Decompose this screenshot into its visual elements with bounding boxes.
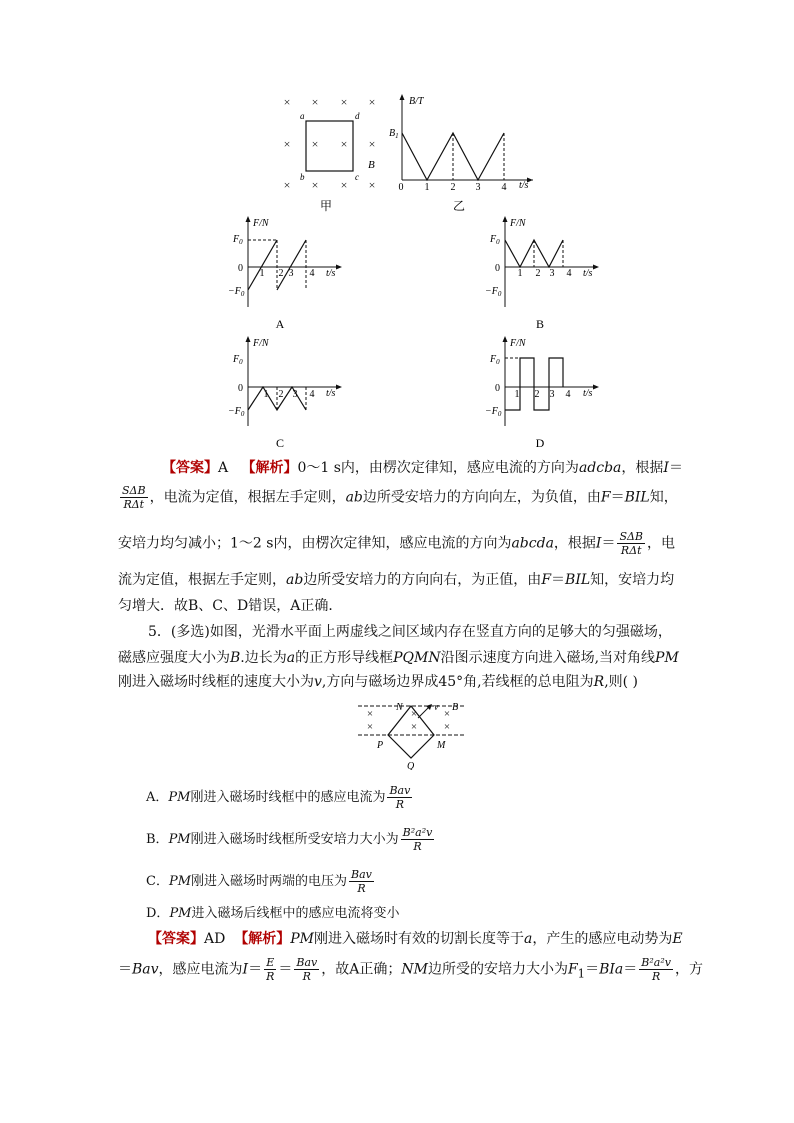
graph-B-tick-3: 3 bbox=[549, 268, 555, 279]
graph-D-zero: 0 bbox=[495, 383, 500, 394]
graph-A bbox=[228, 212, 348, 332]
graph-B bbox=[485, 212, 605, 332]
graph-B-tick-1: 1 bbox=[517, 268, 523, 279]
label-a: a bbox=[300, 111, 305, 121]
yi-tick-1: 1 bbox=[424, 182, 430, 193]
graph-A-tick-3: 3 bbox=[288, 268, 294, 279]
answer4-fraction-1: $\frac{\text{SΔB}}{\text{RΔt}}$ bbox=[122, 484, 146, 511]
graph-C bbox=[228, 330, 348, 452]
answer4-line3: 安培力均匀减小；1～2 s内，由楞次定律知，感应电流的方向为abcda，根据I＝ $\frac{\text{SΔB}}{\text{RΔt}}$ ，电 bbox=[118, 530, 676, 557]
graph-B-caption: B bbox=[535, 317, 545, 331]
q5-line3: 刚进入磁场时线框的速度大小为v,方向与磁场边界成45°角,若线框的总电阻为R,则( ) bbox=[118, 674, 639, 690]
answer4-line1: 【答案】A 【解析】0～1 s内，由楞次定律知，感应电流的方向为adcba，根据I＝ bbox=[162, 460, 683, 476]
answer4-value: A bbox=[218, 460, 229, 476]
svg-text:×: × bbox=[366, 721, 374, 733]
graph-D-y-label: F/N bbox=[510, 338, 526, 349]
graph-B-F0: $F_0$ bbox=[490, 234, 500, 246]
graph-B-negF0: $-F_0$ bbox=[485, 286, 502, 298]
graph-D-caption: D bbox=[535, 436, 545, 450]
graph-A-F0: $F_0$ bbox=[233, 234, 243, 246]
graph-D-F0: $F_0$ bbox=[490, 354, 500, 366]
answer4-analysis-tag: 【解析】 bbox=[241, 460, 298, 476]
graph-A-tick-4: 4 bbox=[309, 268, 315, 279]
graph-A-x-label: t/s bbox=[326, 268, 336, 279]
graph-C-x-label: t/s bbox=[326, 388, 336, 399]
graph-C-caption: C bbox=[275, 436, 285, 450]
answer5-line2: ＝Bav，感应电流为I＝ $\frac{E}{R}$ ＝ $\frac{\text{Bav}}{R}$ ，故A正确；NM边所受的安培力大小为$F_1=BIa=$ $\frac{\text{B²a²v}}{R}$ ，方 bbox=[118, 956, 703, 983]
yi-tick-0: 0 bbox=[398, 182, 404, 193]
graph-D-curve bbox=[505, 358, 563, 410]
label-b: b bbox=[300, 172, 305, 182]
svg-text:×: × bbox=[283, 178, 291, 192]
answer5-value: AD bbox=[204, 931, 226, 947]
svg-text:×: × bbox=[340, 137, 348, 151]
answer4-line5: 匀增大．故B、C、D错误，A正确． bbox=[118, 598, 343, 614]
svg-text:×: × bbox=[368, 137, 376, 151]
yi-tick-3: 3 bbox=[475, 182, 481, 193]
graph-D-negF0: $-F_0$ bbox=[485, 406, 502, 418]
figure-yi-bt-graph bbox=[385, 88, 545, 218]
answer5-analysis-tag: 【解析】 bbox=[234, 931, 291, 947]
graph-A-curve bbox=[248, 240, 277, 290]
graph-D-x-label: t/s bbox=[583, 388, 593, 399]
option-B[interactable]: B．PM刚进入磁场时线框所受安培力大小为 $\frac{\text{B²a²v}}{R}$ bbox=[146, 826, 433, 853]
graph-D-tick-1: 1 bbox=[514, 389, 520, 400]
answer4-tag: 【答案】 bbox=[162, 460, 218, 476]
q5-label-v: v bbox=[434, 702, 439, 713]
graph-A-caption: A bbox=[275, 317, 285, 331]
yi-tick-2: 2 bbox=[450, 182, 456, 193]
svg-text:×: × bbox=[410, 708, 418, 720]
graph-C-zero: 0 bbox=[238, 383, 243, 394]
svg-text:×: × bbox=[311, 95, 319, 109]
svg-text:×: × bbox=[368, 178, 376, 192]
graph-D-tick-3: 3 bbox=[549, 389, 555, 400]
graph-B-tick-4: 4 bbox=[566, 268, 572, 279]
svg-text:×: × bbox=[368, 95, 376, 109]
figure-jia bbox=[270, 88, 390, 218]
q5-label-B: B bbox=[452, 702, 459, 713]
svg-text:×: × bbox=[340, 95, 348, 109]
graph-C-negF0: $-F_0$ bbox=[228, 406, 245, 418]
graph-B-zero: 0 bbox=[495, 263, 500, 274]
q5-line2: 磁感应强度大小为B.边长为a的正方形导线框PQMN沿图示速度方向进入磁场,当对角线PM bbox=[118, 650, 679, 666]
graph-D bbox=[485, 330, 605, 452]
q5-line1: 5．(多选)如图，光滑水平面上两虚线之间区域内存在竖直方向的足够大的匀强磁场， bbox=[148, 624, 672, 640]
graph-A-tick-2: 2 bbox=[278, 268, 284, 279]
graph-A-negF0: $-F_0$ bbox=[228, 286, 245, 298]
label-d: d bbox=[355, 111, 360, 121]
label-c: c bbox=[355, 172, 359, 182]
option-A[interactable]: A．PM刚进入磁场时线框中的感应电流为 $\frac{\text{Bav}}{R}$ bbox=[146, 784, 411, 811]
yi-B1-label: $B_1$ bbox=[389, 128, 399, 140]
yi-x-axis-label: t/s bbox=[519, 180, 529, 191]
graph-D-tick-4: 4 bbox=[565, 389, 571, 400]
q5-label-Q: Q bbox=[407, 761, 415, 770]
svg-text:×: × bbox=[443, 721, 451, 733]
q5-label-P: P bbox=[377, 740, 384, 751]
answer4-fraction-2: $\frac{\text{SΔB}}{\text{RΔt}}$ bbox=[619, 530, 644, 557]
answer4-line4: 流为定值，根据左手定则，ab边所受安培力的方向向右，为正值，由F＝BIL知，安培力均 bbox=[118, 572, 675, 588]
caption-jia: 甲 bbox=[319, 199, 333, 213]
graph-C-tick-3: 3 bbox=[292, 389, 298, 400]
svg-text:×: × bbox=[366, 708, 374, 720]
yi-y-axis-label: B/T bbox=[409, 96, 424, 107]
svg-text:×: × bbox=[410, 721, 418, 733]
graph-C-F0: $F_0$ bbox=[233, 354, 243, 366]
graph-A-zero: 0 bbox=[238, 263, 243, 274]
graph-C-tick-4: 4 bbox=[309, 389, 315, 400]
svg-text:×: × bbox=[311, 137, 319, 151]
graph-B-y-label: F/N bbox=[510, 218, 526, 229]
caption-yi: 乙 bbox=[452, 199, 466, 213]
answer5-line1: 【答案】AD 【解析】PM刚进入磁场时有效的切割长度等于a，产生的感应电动势为E bbox=[148, 931, 683, 947]
svg-text:×: × bbox=[283, 95, 291, 109]
graph-B-x-label: t/s bbox=[583, 268, 593, 279]
yi-tick-4: 4 bbox=[501, 182, 507, 193]
q5-label-N: N bbox=[396, 702, 403, 713]
svg-text:×: × bbox=[283, 137, 291, 151]
label-B: B bbox=[368, 159, 375, 171]
svg-text:×: × bbox=[340, 178, 348, 192]
graph-C-tick-2: 2 bbox=[278, 389, 284, 400]
graph-B-tick-2: 2 bbox=[535, 268, 541, 279]
q5-label-M: M bbox=[437, 740, 446, 751]
svg-text:×: × bbox=[443, 708, 451, 720]
q5-figure-square-loop bbox=[356, 698, 466, 770]
graph-C-y-label: F/N bbox=[253, 338, 269, 349]
graph-D-tick-2: 2 bbox=[534, 389, 540, 400]
answer5-tag: 【答案】 bbox=[148, 931, 204, 947]
graph-A-y-label: F/N bbox=[253, 218, 269, 229]
graph-A-tick-1: 1 bbox=[259, 268, 265, 279]
graph-C-tick-1: 1 bbox=[263, 389, 269, 400]
option-C[interactable]: C．PM刚进入磁场时两端的电压为 $\frac{\text{Bav}}{R}$ bbox=[146, 868, 372, 895]
option-D[interactable]: D．PM进入磁场后线框中的感应电流将变小 bbox=[146, 906, 400, 921]
field-crosses bbox=[284, 95, 376, 192]
svg-text:×: × bbox=[311, 178, 319, 192]
answer4-line2: $\frac{\text{SΔB}}{\text{RΔt}}$ ，电流为定值，根据左手定则，ab边所受安培力的方向向左，为负值，由F＝BIL知， bbox=[122, 484, 678, 511]
